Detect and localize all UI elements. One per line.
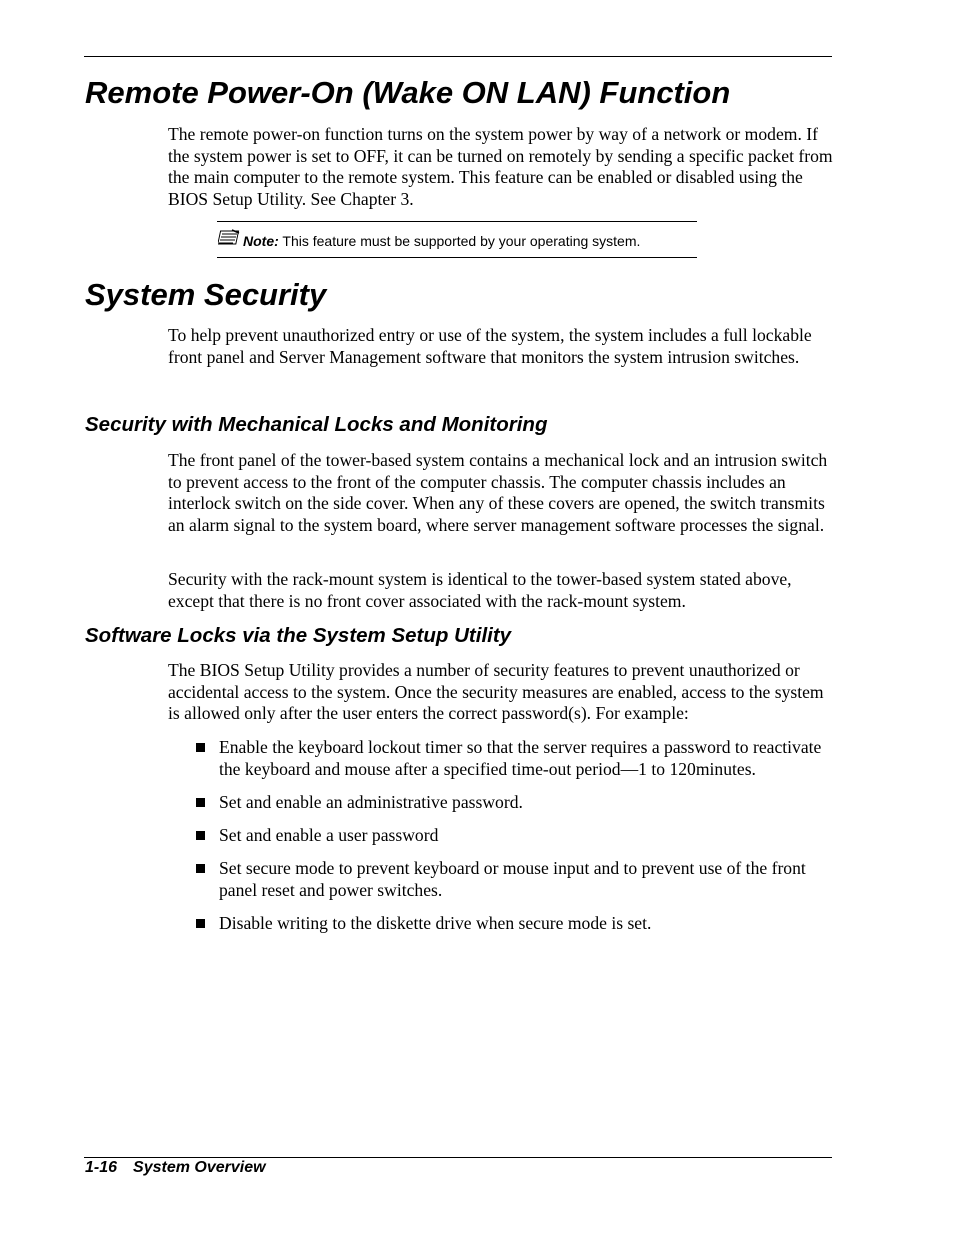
square-bullet-icon bbox=[196, 864, 205, 873]
list-item-text: Set secure mode to prevent keyboard or mouse input and to prevent use of the front panel reset and power switches. bbox=[219, 858, 806, 900]
header-rule bbox=[84, 56, 832, 57]
square-bullet-icon bbox=[196, 831, 205, 840]
heading-system-security: System Security bbox=[85, 277, 327, 312]
list-item-text: Enable the keyboard lockout timer so that the server requires a password to reactivate the keyboard and mouse after a specified time-out period—1 to 120minutes. bbox=[219, 737, 822, 779]
mechanical-locks-paragraph-2: Security with the rack-mount system is identical to the tower-based system stated above, except that there is no front cover associated with the rack-mount system. bbox=[168, 569, 792, 611]
note-text bbox=[243, 232, 640, 250]
list-item bbox=[195, 736, 835, 780]
security-features-list bbox=[195, 736, 835, 945]
square-bullet-icon bbox=[196, 798, 205, 807]
note-label: Note: bbox=[243, 233, 279, 249]
list-item-text: Set and enable a user password bbox=[219, 825, 439, 845]
list-item bbox=[195, 857, 835, 901]
heading-remote-power-on: Remote Power-On (Wake ON LAN) Function bbox=[85, 75, 731, 110]
list-item bbox=[195, 912, 835, 934]
mechanical-locks-paragraph-1: The front panel of the tower-based system contains a mechanical lock and an intrusion switch to prevent access to the front of the computer chassis. The computer chassis includes an interlock switch on the side cover. When any of these covers are opened, the switch transmits an alarm signal to the system board, where server management software processes the signal. bbox=[168, 450, 828, 536]
list-item bbox=[195, 791, 835, 813]
heading-software-locks: Software Locks via the System Setup Utility bbox=[85, 624, 512, 647]
page-number: 1-16 bbox=[85, 1159, 118, 1176]
list-item-text: Disable writing to the diskette drive when secure mode is set. bbox=[219, 913, 652, 933]
list-item-text: Set and enable an administrative password. bbox=[219, 792, 523, 812]
system-security-paragraph: To help prevent unauthorized entry or use of the system, the system includes a full lockable front panel and Server Management software that monitors the system intrusion switches. bbox=[168, 325, 812, 367]
list-item bbox=[195, 824, 835, 846]
square-bullet-icon bbox=[196, 919, 205, 928]
square-bullet-icon bbox=[196, 743, 205, 752]
remote-power-on-paragraph: The remote power-on function turns on the system power by way of a network or modem. If the system power is set to OFF, it can be turned on remotely by sending a specific packet from the main computer to the remote system. This feature can be enabled or disabled using the BIOS Setup Utility. See Chapter 3. bbox=[168, 124, 833, 210]
page-footer bbox=[85, 1158, 266, 1178]
heading-mechanical-locks: Security with Mechanical Locks and Monitoring bbox=[85, 413, 548, 436]
software-locks-paragraph: The BIOS Setup Utility provides a number of security features to prevent unauthorized or accidental access to the system. Once the security measures are enabled, access to the system is allowed only after the user enters the correct password(s). For example: bbox=[168, 660, 824, 724]
chapter-title: System Overview bbox=[133, 1159, 266, 1176]
note-body: This feature must be supported by your operating system. bbox=[282, 233, 641, 249]
note-box bbox=[217, 221, 697, 258]
note-pad-icon bbox=[218, 229, 242, 247]
